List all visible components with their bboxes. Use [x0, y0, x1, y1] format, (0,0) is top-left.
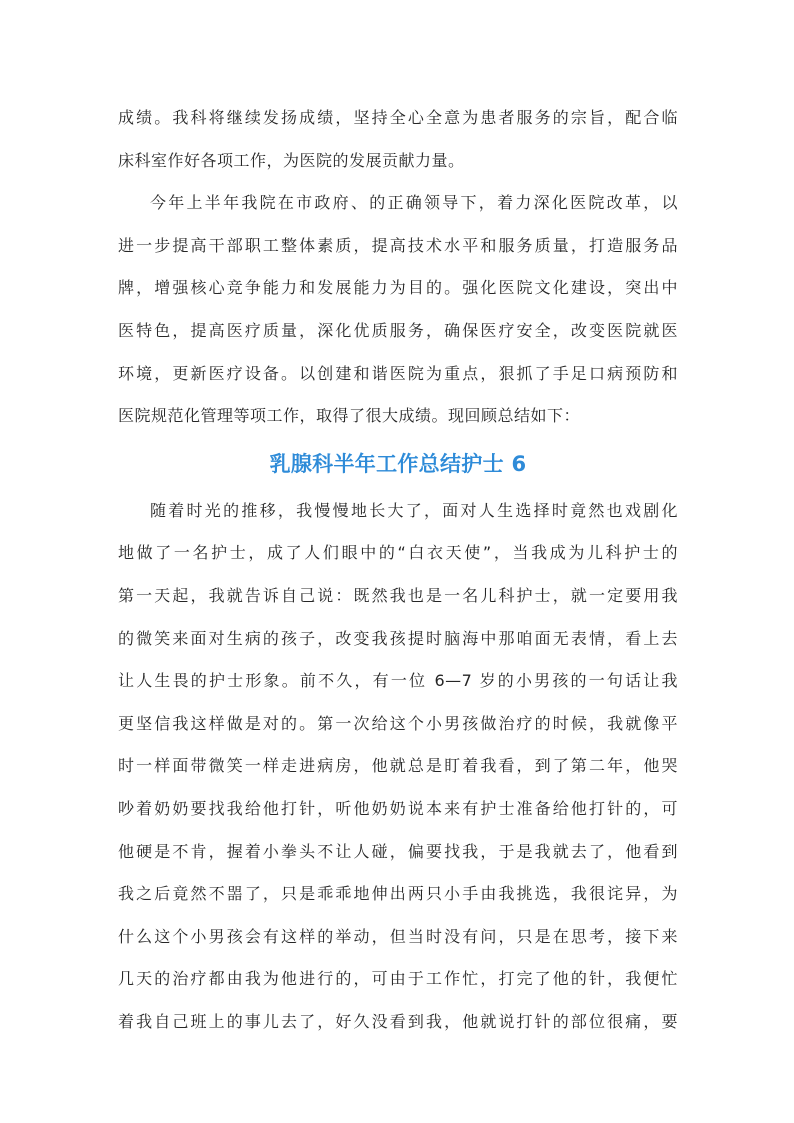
- text-line: 地做了一名护士，成了人们眼中的“白衣天使”，当我成为儿科护士的: [118, 543, 678, 563]
- text-line: 着我自己班上的事儿去了，好久没看到我，他就说打针的部位很痛，要: [118, 1011, 678, 1031]
- text-line: 我之后竟然不噐了，只是乖乖地伸出两只小手由我挑选，我很诧异，为: [118, 884, 678, 904]
- text-line: 医院规范化管理等项工作，取得了很大成绩。现回顾总结如下：: [118, 406, 581, 426]
- text-line: 今年上半年我院在市政府、的正确领导下，着力深化医院改革，以: [150, 193, 678, 213]
- text-line: 第一天起，我就告诉自己说：既然我也是一名儿科护士，就一定要用我: [118, 585, 678, 605]
- paragraph-nurse-story: [118, 490, 678, 1044]
- text-line: 的微笑来面对生病的孩子，改变我孩提时脑海中那咱面无表情，看上去: [118, 628, 678, 648]
- text-line: 时一样面带微笑一样走进病房，他就总是盯着我看，到了第二年，他哭: [118, 756, 678, 776]
- text-line: 更坚信我这样做是对的。第一次给这个小男孩做治疗的时候，我就像平: [118, 713, 678, 733]
- text-line: 吵着奶奶要找我给他打针，听他奶奶说本来有护士准备给他打针的，可: [118, 798, 678, 818]
- text-line: 医特色，提高医疗质量，深化优质服务，确保医疗安全，改变医院就医: [118, 320, 678, 340]
- section-heading: 乳腺科半年工作总结护士 6: [269, 451, 527, 476]
- text-line: 成绩。我科将继续发扬成绩，坚持全心全意为患者服务的宗旨，配合临: [118, 108, 678, 127]
- text-line: 他硬是不肯，握着小拳头不让人碰，偏要找我，于是我就去了，他看到: [118, 841, 678, 861]
- text-line: 床科室作好各项工作，为医院的发展贡献力量。: [118, 150, 465, 170]
- document-body: [118, 97, 678, 1043]
- text-line: 随着时光的推移，我慢慢地长大了，面对人生选择时竟然也戏剧化: [150, 500, 678, 520]
- text-line: 牌，增强核心竞争能力和发展能力为目的。强化医院文化建设，突出中: [118, 278, 678, 298]
- paragraph-hospital-summary: [118, 182, 678, 438]
- text-line: 几天的治疗都由我为他进行的，可由于工作忙，打完了他的针，我便忙: [118, 969, 678, 989]
- text-line: 环境，更新医疗设备。以创建和谐医院为重点，狠抓了手足口病预防和: [118, 363, 678, 383]
- text-line: 进一步提高干部职工整体素质，提高技术水平和服务质量，打造服务品: [118, 235, 678, 255]
- text-line: 什么这个小男孩会有这样的举动，但当时没有问，只是在思考，接下来: [118, 926, 678, 946]
- text-line: 让人生畏的护士形象。前不久，有一位 6—7 岁的小男孩的一句话让我: [118, 671, 678, 691]
- paragraph-closing-remarks: [118, 97, 678, 182]
